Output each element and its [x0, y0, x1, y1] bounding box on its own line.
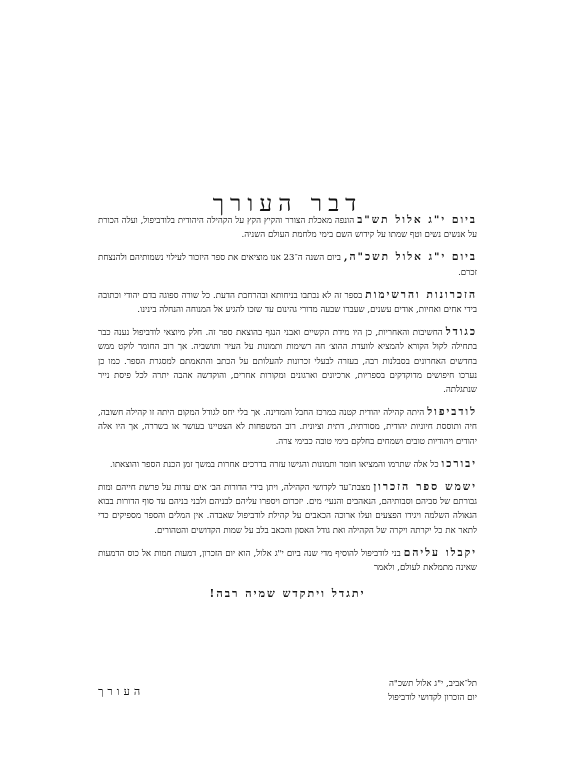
paragraph: [98, 457, 477, 472]
paragraph-text: החשיבות והאחריות, כן היו מידת הקשיים ואבני הנגף בהוצאת ספר זה. חלק מיוצאי לודביפול נענה כבר בתחילה לקול הקורא להמציא לוועדת ההוצ׳ חה רשימות ותמונות על העיר ותושביה. אך רוב החומר לוקט ממש בחדשים האחרונים בסבלנות רבה, בעזרה לבעלי זכרונות להעלותם על הכתב והתאמתם למסגרת הספר. כמו כן נערכו חיפושים מדוקדקים בספריות, ארכיונים וארגונים ומקורות אחרים, והוקדשה אהבה יתרה לכל פיסת נייר שנתגלתה.: [98, 328, 477, 396]
paragraph-text: ביום השנה ה־23 אנו מוציאים את ספר היזכור לעילוי נשמותיהם ולהנצחת זכרם.: [98, 253, 477, 278]
paragraph: [98, 480, 477, 538]
paragraph-lead: ביום י"ג אלול תש"ב: [357, 214, 477, 226]
paragraph: [98, 250, 477, 279]
closing-line: יתגדל ויתקדש שמיה רבה!: [209, 587, 366, 601]
signature-author: העורך: [98, 685, 145, 698]
signature-block: [98, 677, 477, 717]
paragraph-lead: כגודל: [445, 326, 477, 339]
document-body: [98, 213, 477, 617]
signature-details: [388, 677, 477, 705]
paragraph: [98, 405, 477, 449]
signature-occasion: יום הזכרון לקדושי לודביפול: [388, 693, 477, 703]
paragraph-lead: לודביפול: [427, 406, 477, 419]
paragraph: [98, 546, 477, 575]
paragraph-text: מצבת־עד לקדושי הקהילה, ויתן בידי הדורות הב׳ אים עדות על פרשת חייהם ומות גבורתם של סביהם וסבותיהם, הנאהבים והנעי׳ מים. יזכרום ויספרו עליהם לבניהם ולבני בניהם עד סוף הדורות בבוא הגאולה השלמה ויגידו הפצעים ועלו ארוכה הכאבים על קהילת לודביפול שאבדה. אין המלים והספר מספיקים כדי לתאר את כל יקרתה ויקרה של הקהילה ואת גודל האסון והכאב בלב על שמות הקדושים והטהורים.: [98, 483, 477, 536]
paragraph-lead: ישמש ספר הזכרון: [373, 481, 477, 494]
paragraph-lead: הזכרונות והרשימות: [365, 288, 477, 301]
paragraph-text: בספר זה לא נכתבו בניחותא ובהרחבת הדעת. כל שורה ספוגה בדם יהודי וכתובה בידי אחים ואחיות, אודים עשנים, שעברו שבעה מדורי גהינום עד שזכו להגיע אל המנוחה והנחלה בינינו.: [98, 290, 477, 316]
paragraph-lead: יבורכו: [441, 457, 477, 470]
paragraph-lead: יקבלו עליהם: [403, 546, 477, 559]
paragraph-text: כל אלה שתרמו והמציאו חומר ותמונות והגישו עזרה בדרכים אחרות במשך זמן הכנת הספר והוצאתו.: [109, 459, 439, 470]
page-title: דבר העורך: [212, 191, 363, 218]
paragraph: [98, 213, 477, 242]
paragraph-text: בני לודביפול להוסיף מדי שנה ביום י"ג אלול, הוא יום הזכרון, דמעות חמות אל כוס הדמעות שאינה מתמלאת לעולם, ולאמר: [98, 548, 477, 574]
signature-place-date: תל־אביב, י"ג אלול תשכ"ה: [388, 679, 477, 689]
paragraph: [98, 288, 477, 317]
paragraph-lead: ביום י"ג אלול תשכ"ה,: [343, 251, 477, 264]
paragraph-text: הונפה מאכלת הצורר והקיץ הקץ על הקהילה היהודית בלודביפול, ועלה הכורת על אנשים נשים וטף שמתו על קידוש השם בימי מלחמת העולם השניה.: [98, 216, 477, 241]
paragraph: [98, 325, 477, 397]
paragraph-text: היתה קהילה יהודית קטנה במרכז החבל והמדינה. אך בלי יחס לגודל המקום היתה זו קהילה חשובה, חיה ותוססת חיוניות יהודית, מסורתית, דתית וציונית. רוב המשפחות לא הצטיינו בעושר או בשררה, אך היו אלה יהודים ויהודיות טובים ושמחים בחלקם בימי טובה כבימי צרה.: [98, 408, 477, 447]
